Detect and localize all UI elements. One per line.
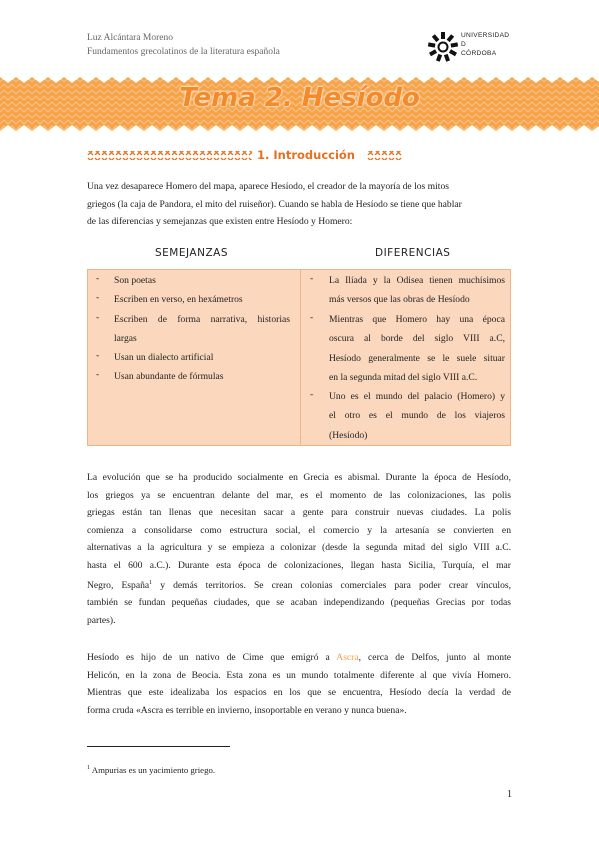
university-name: UNIVERSIDAD D CÓRDOBA <box>461 32 510 57</box>
hesiodo-paragraph: Hesíodo es hijo de un nativo de Cime que emigró a Ascra, cerca de Delfos, junto al monte Helicón, en la zona de Beocia. Esta zona es un mundo totalmente diferente al que vivía Homero. Mientras que este idealizaba los espacios en los que se encuentra, Hesíodo decía la verdad de forma cruda «Ascra es terrible en invierno, insoportable en verano y nunca buena». <box>87 652 511 716</box>
page-number: 1 <box>507 789 512 800</box>
list-item: Escriben de forma narrativa, historias largas <box>114 314 290 345</box>
semejanzas-column: - Son poetas - Escriben en verso, en hexámetros - Escriben de forma narrativa, historias largas - Usan un dialecto artificial - Usan abundante de fórmulas <box>88 270 301 445</box>
list-item: Usan un dialecto artificial <box>114 352 214 363</box>
decorative-border-icon <box>87 148 252 164</box>
diferencias-column: - La Ilíada y la Odisea tienen muchísimos más versos que las obras de Hesíodo - Mientras que Homero hay una época oscura al borde del siglo VIII a.C, Hesíodo generalmente se le suele situar en la segunda mitad del siglo VIII a.C. - Uno es el mundo del palacio (Homero) y el otro es el mundo de los viajeros (Hesíodo) <box>300 270 512 445</box>
page-title: Tema 2. Hesíodo <box>179 83 420 113</box>
title-banner <box>0 77 599 131</box>
list-item: La Ilíada y la Odisea tienen muchísimos más versos que las obras de Hesíodo <box>329 275 505 306</box>
list-item: Usan abundante de fórmulas <box>114 371 224 382</box>
decorative-border-icon <box>367 148 402 164</box>
diferencias-header: DIFERENCIAS <box>375 247 451 259</box>
footnote-separator <box>87 746 230 747</box>
section-heading <box>87 148 557 164</box>
footnote: $^1$ Ampurias es un yacimiento griego. <box>87 765 216 775</box>
list-item: Son poetas <box>114 275 156 286</box>
list-item: Uno es el mundo del palacio (Homero) y el otro es el mundo de los viajeros (Hesíodo) <box>329 391 505 441</box>
ascra-link[interactable]: Ascra <box>336 652 359 663</box>
list-item: Mientras que Homero hay una época oscura al borde del siglo VIII a.C, Hesíodo generalmente se le suele situar en la segunda mitad del siglo VIII a.C. <box>329 314 505 383</box>
footnote-ref[interactable]: 1 <box>149 579 153 586</box>
course-name: Fundamentos grecolatinos de la literatura española <box>87 47 280 57</box>
comparison-table <box>87 269 511 446</box>
list-item: Escriben en verso, en hexámetros <box>114 294 243 305</box>
author-name: Luz Alcántara Moreno <box>87 33 173 43</box>
evolution-paragraph: La evolución que se ha producido socialmente en Grecia es abismal. Durante la época de Hesíodo, los griegos ya se encuentran delante del mar, es el momento de las colonizaciones, las polis griegas están tan llenas que necesitan sacar a gente para construir nuevas ciudades. La polis comienza a consolidarse como estructura social, el comercio y la artesanía se convierten en alternativas a la agricultura y se empieza a colonizar (desde la segunda mitad del siglo VIII a.C. hasta el 600 a.C.). Durante esta época de colonizaciones, llegan hasta Sicilia, Turquía, el mar Negro, España$^1$ y demás territorios. Se crean colonias comerciales para poder crear vínculos, también se fundan pequeñas ciudades, que se acaban independizando (pequeñas Grecias por todas partes). <box>87 472 512 626</box>
intro-paragraph: Una vez desaparece Homero del mapa, aparece Hesíodo, el creador de la mayoría de los mitos griegos (la caja de Pandora, el mito del ruiseñor). Cuando se habla de Hesíodo se tiene que hablar de las diferencias y semejanzas que existen entre Hesíodo y Homero: <box>87 181 462 228</box>
semejanzas-header: SEMEJANZAS <box>155 247 228 259</box>
document-header <box>87 31 280 59</box>
section-title: 1. Introducción <box>257 148 355 162</box>
